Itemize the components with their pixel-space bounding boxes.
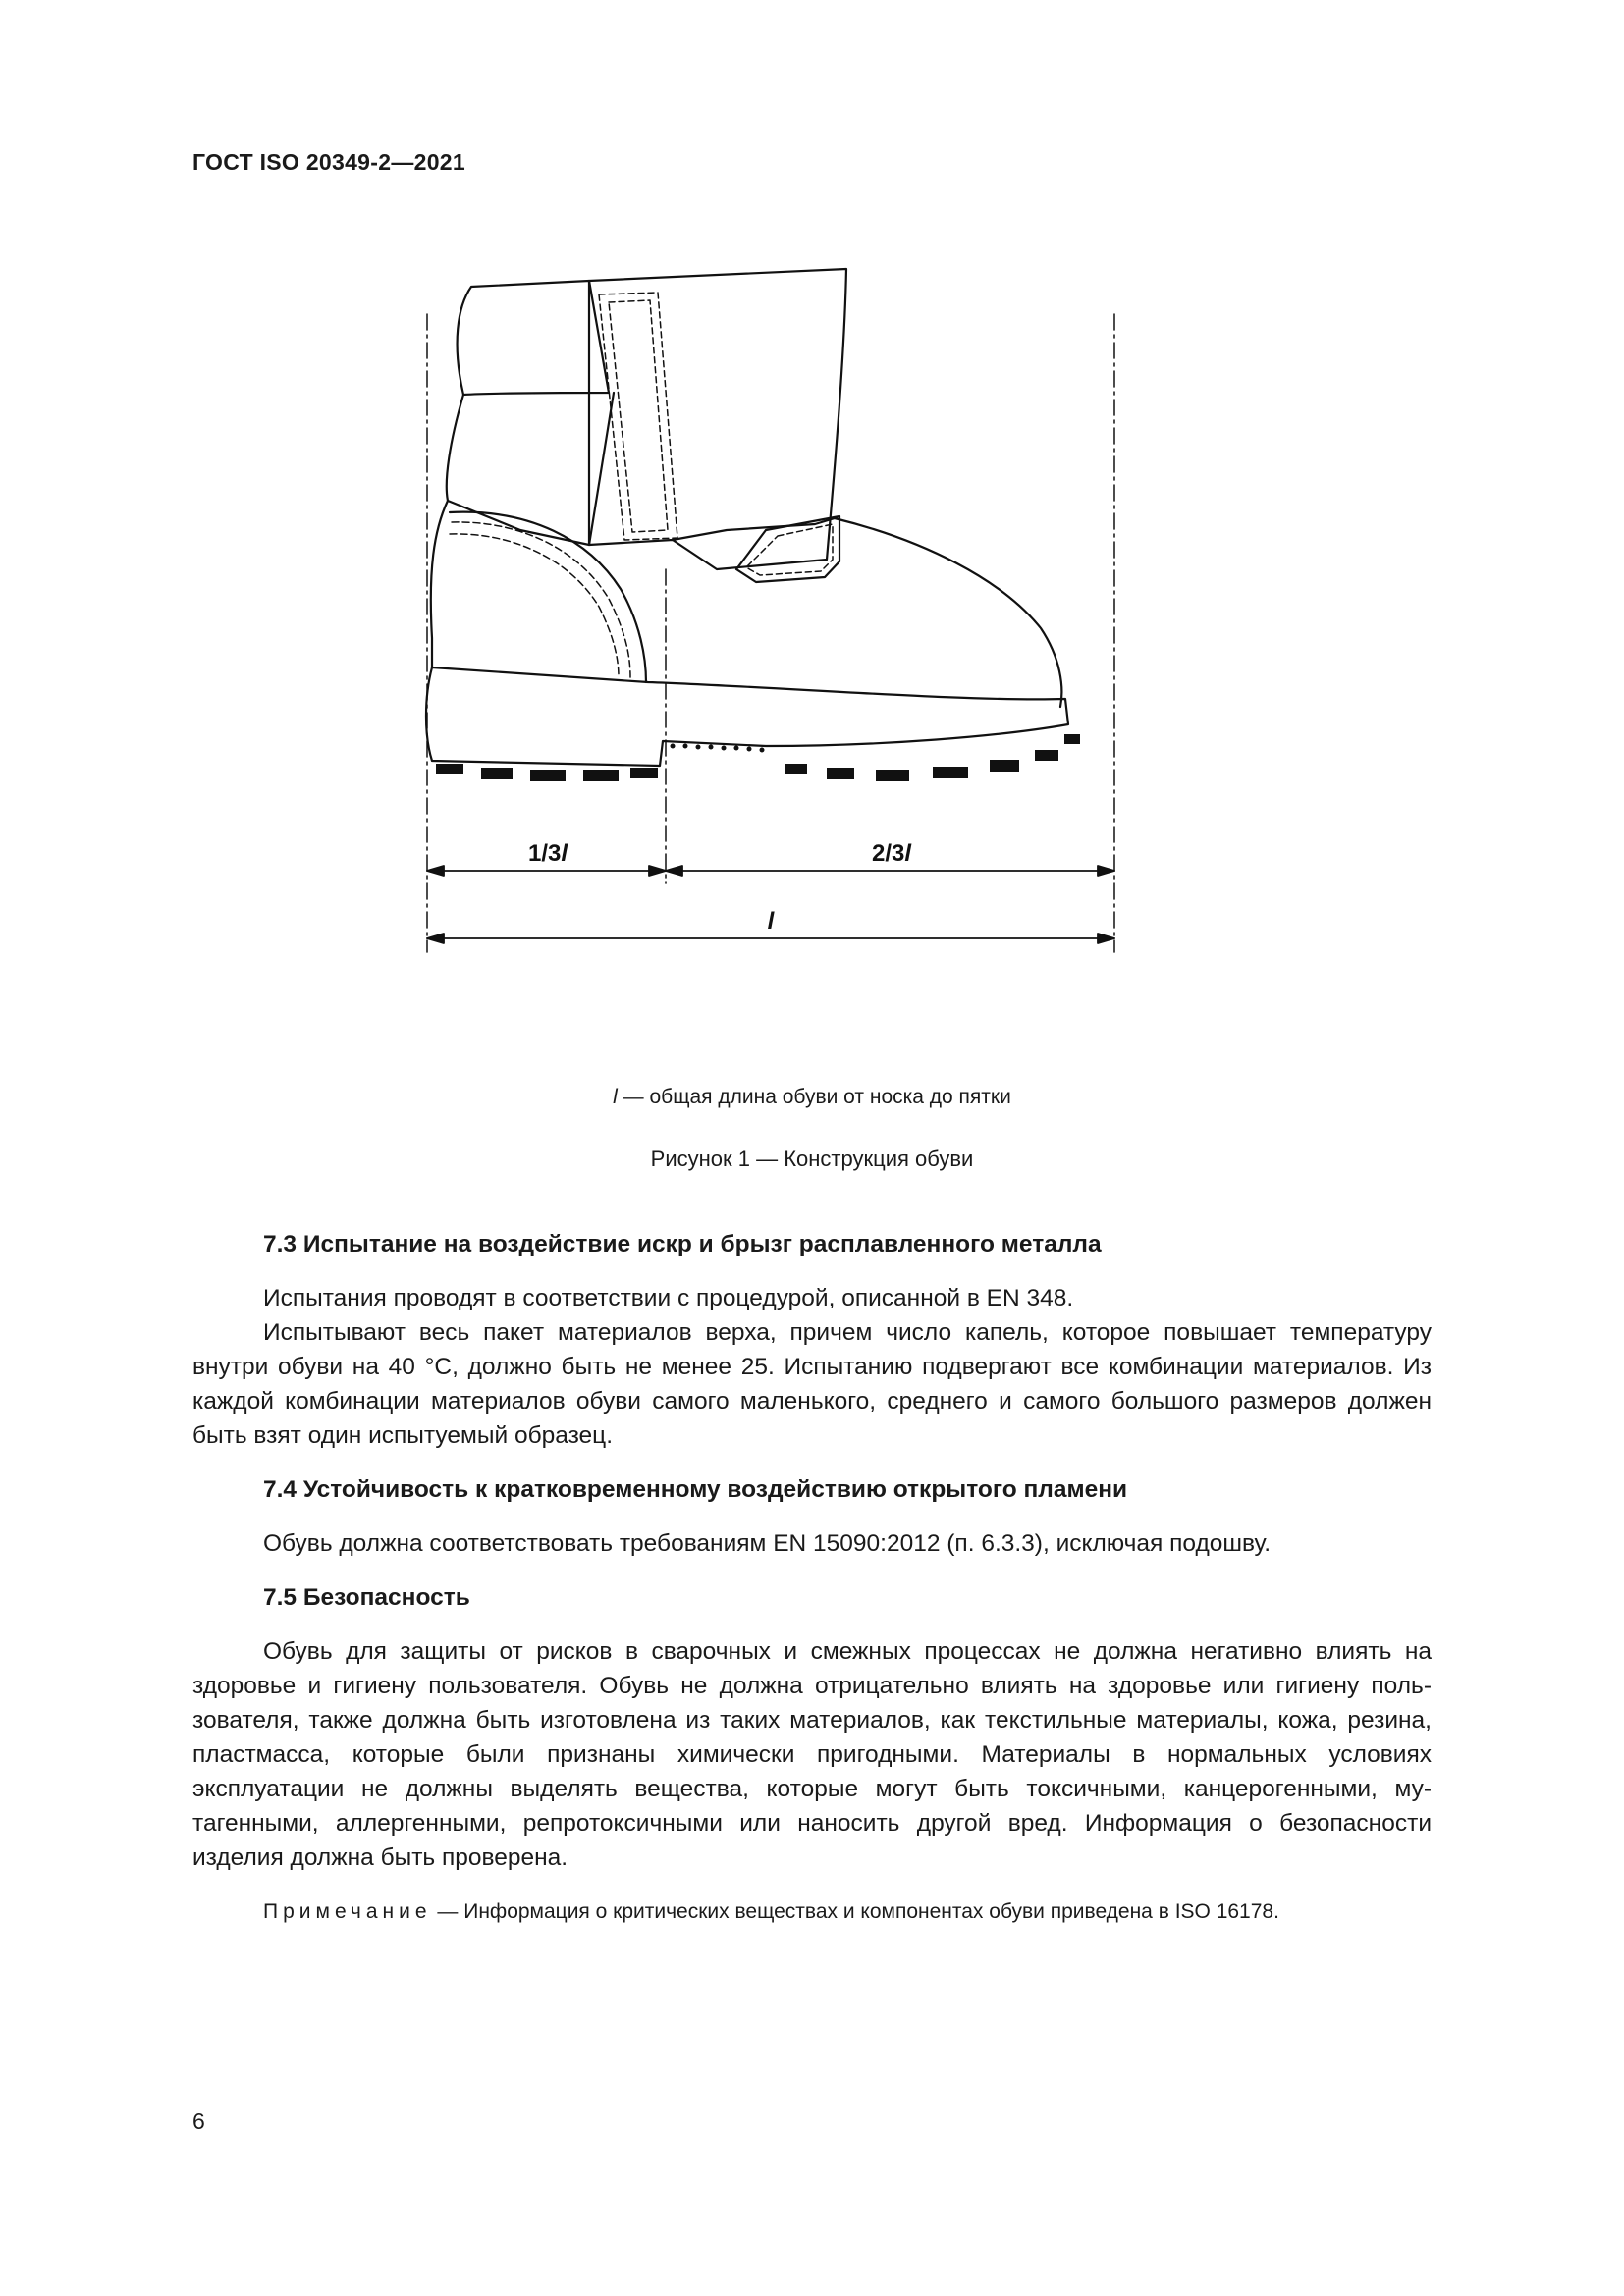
dim-label-full: l — [767, 908, 775, 934]
section-heading-7-3: 7.3 Испытание на воздействие искр и брызг расплавленного металла — [263, 1231, 1102, 1257]
document-body — [192, 1227, 1432, 1929]
boot-construction-figure — [373, 245, 1316, 1060]
boot-tread — [436, 734, 1080, 781]
boot-flap-stitch — [746, 524, 833, 575]
figure-caption: Рисунок 1 — Конструкция обуви — [650, 1147, 974, 1171]
section-heading-7-5: 7.5 Безопасность — [263, 1584, 470, 1611]
document-header: ГОСТ ISO 20349-2—2021 — [192, 149, 465, 175]
dimension-partial — [427, 866, 1114, 876]
boot-heel-stitch-1 — [452, 522, 630, 677]
paragraph: Обувь должна соответствовать требованиям EN 15090:2012 (п. 6.3.3), исключая подошву. — [263, 1530, 1272, 1557]
legend-text: — общая длина обуви от носка до пятки — [617, 1086, 1011, 1108]
boot-collar — [458, 281, 609, 395]
legend-symbol: l — [613, 1086, 618, 1108]
figure-legend — [0, 1086, 1624, 1109]
note-label: Примечание — [263, 1900, 432, 1923]
paragraph: Испытывают весь пакет материалов верха, причем число капель, которое повышает температуру внутри обуви на 40 °С, должно быть не менее 25. Испытанию подвергают все комбинации материалов. Из каждой комбинации материалов обуви самого маленького, среднего и самого большого размеров должен быть взят один испытуемый образец. — [192, 1319, 1432, 1449]
note-text: — Информация о критических веществах и компонентах обуви приведена в ISO 16178. — [431, 1900, 1279, 1923]
note — [192, 1895, 1432, 1929]
boot-heel-counter — [431, 501, 448, 667]
boot-drawing — [373, 245, 1316, 1060]
boot-vamp — [673, 518, 1061, 707]
boot-sole — [426, 667, 1068, 766]
page-number: 6 — [192, 2109, 205, 2134]
dimension-full — [427, 934, 1114, 943]
boot-strap-inner-stitch — [609, 300, 668, 532]
section-heading-7-4: 7.4 Устойчивость к кратковременному воздействию открытого пламени — [263, 1476, 1128, 1503]
paragraph: Обувь для защиты от рисков в сварочных и смежных процессах не должна негативно влиять на здоровье и гигиену пользователя. Обувь не должна отрицательно влиять на здоровье или гигиену пользователя, также должна быть изготовлена из таких материалов, как текстильные материалы, кожа, резина, пластмасса, которые были признаны химически пригодными. Материалы в нормальных условиях эксплуатации не должны выделять вещества, которые могут быть токсичными, канцерогенными, мутагенными, аллергенными, репротоксичными или наносить другой вред. Информация о безопасности изделия должна быть проверена. — [192, 1638, 1432, 1871]
dim-label-two-thirds: 2/3l — [871, 840, 912, 867]
boot-flap — [736, 516, 839, 582]
paragraph: Испытания проводят в соответствии с процедурой, описанной в EN 348. — [263, 1285, 1074, 1311]
dim-label-third: 1/3l — [527, 840, 568, 867]
